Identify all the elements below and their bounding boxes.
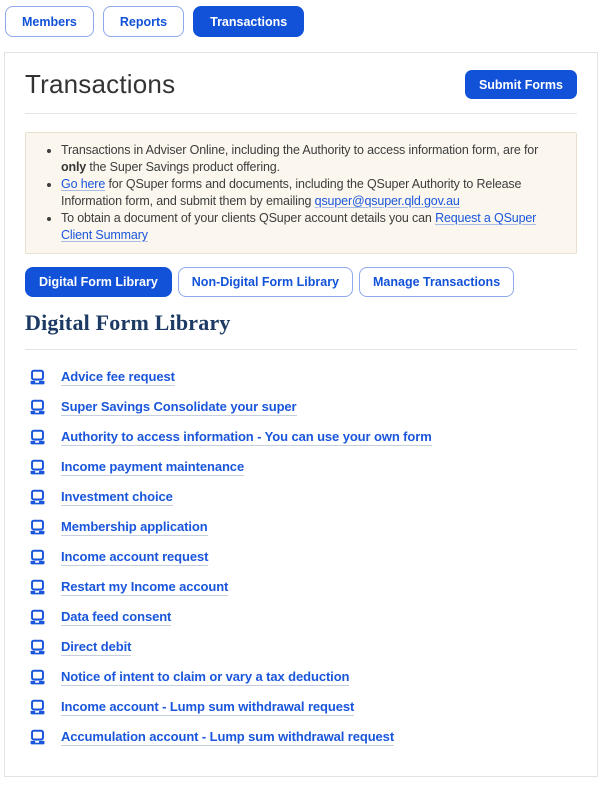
laptop-icon (29, 699, 46, 716)
top-nav (0, 0, 602, 37)
notice-item (61, 142, 562, 176)
form-link[interactable]: Restart my Income account (61, 578, 229, 594)
form-link-row (25, 482, 577, 512)
form-link[interactable]: Income account request (61, 548, 209, 564)
form-link-row (25, 692, 577, 722)
form-link-row (25, 542, 577, 572)
form-link-row (25, 662, 577, 692)
form-link-row (25, 362, 577, 392)
laptop-icon (29, 399, 46, 416)
notice-box (25, 132, 577, 254)
laptop-icon (29, 489, 46, 506)
header-divider (25, 113, 577, 114)
tab-digital-form-library[interactable]: Digital Form Library (25, 267, 172, 297)
form-link-row (25, 602, 577, 632)
library-tabs (25, 267, 577, 297)
laptop-icon (29, 549, 46, 566)
form-link-row (25, 422, 577, 452)
laptop-icon (29, 639, 46, 656)
form-link[interactable]: Data feed consent (61, 608, 172, 624)
form-link[interactable]: Membership application (61, 518, 208, 534)
notice-text: for QSuper forms and documents, including the QSuper Authority to Release Information form, and submit them by emailing (61, 177, 522, 208)
laptop-icon (29, 609, 46, 626)
form-link[interactable]: Advice fee request (61, 368, 175, 384)
form-link[interactable]: Accumulation account - Lump sum withdrawal request (61, 728, 395, 744)
submit-forms-button[interactable]: Submit Forms (465, 70, 577, 99)
notice-link[interactable]: qsuper@qsuper.qld.gov.au (314, 194, 460, 208)
notice-text: To obtain a document of your clients QSuper account details you can (61, 211, 436, 225)
laptop-icon (29, 519, 46, 536)
tab-non-digital-form-library[interactable]: Non-Digital Form Library (178, 267, 353, 297)
notice-text-bold: only (61, 160, 87, 174)
laptop-icon (29, 369, 46, 386)
section-title: Digital Form Library (25, 310, 231, 335)
notice-item (61, 210, 562, 244)
form-link-row (25, 572, 577, 602)
laptop-icon (29, 579, 46, 596)
form-link[interactable]: Direct debit (61, 638, 132, 654)
notice-link[interactable]: Go here (61, 177, 106, 191)
tab-manage-transactions[interactable]: Manage Transactions (359, 267, 514, 297)
nav-tab-members[interactable]: Members (5, 6, 94, 37)
page-title: Transactions (25, 69, 176, 99)
form-link[interactable]: Investment choice (61, 488, 173, 504)
form-link-list (25, 362, 577, 752)
form-link-row (25, 392, 577, 422)
notice-item (61, 176, 562, 210)
form-link-row (25, 512, 577, 542)
form-link-row (25, 632, 577, 662)
page-header (25, 69, 577, 100)
form-link[interactable]: Income account - Lump sum withdrawal request (61, 698, 355, 714)
form-link-row (25, 722, 577, 752)
notice-text: the Super Savings product offering. (86, 160, 280, 174)
notice-text: Transactions in Adviser Online, including the Authority to access information form, are for (61, 143, 539, 157)
laptop-icon (29, 429, 46, 446)
section-divider (25, 349, 577, 350)
form-link-row (25, 452, 577, 482)
notice-link[interactable]: Request a QSuper Client Summary (61, 211, 537, 242)
form-link[interactable]: Super Savings Consolidate your super (61, 398, 297, 414)
notice-list (36, 142, 562, 244)
nav-tab-transactions[interactable]: Transactions (193, 6, 304, 37)
form-link[interactable]: Income payment maintenance (61, 458, 245, 474)
transactions-card (4, 52, 598, 777)
form-link[interactable]: Authority to access information - You can use your own form (61, 428, 432, 444)
laptop-icon (29, 669, 46, 686)
nav-tab-reports[interactable]: Reports (103, 6, 184, 37)
form-link[interactable]: Notice of intent to claim or vary a tax deduction (61, 668, 350, 684)
laptop-icon (29, 459, 46, 476)
